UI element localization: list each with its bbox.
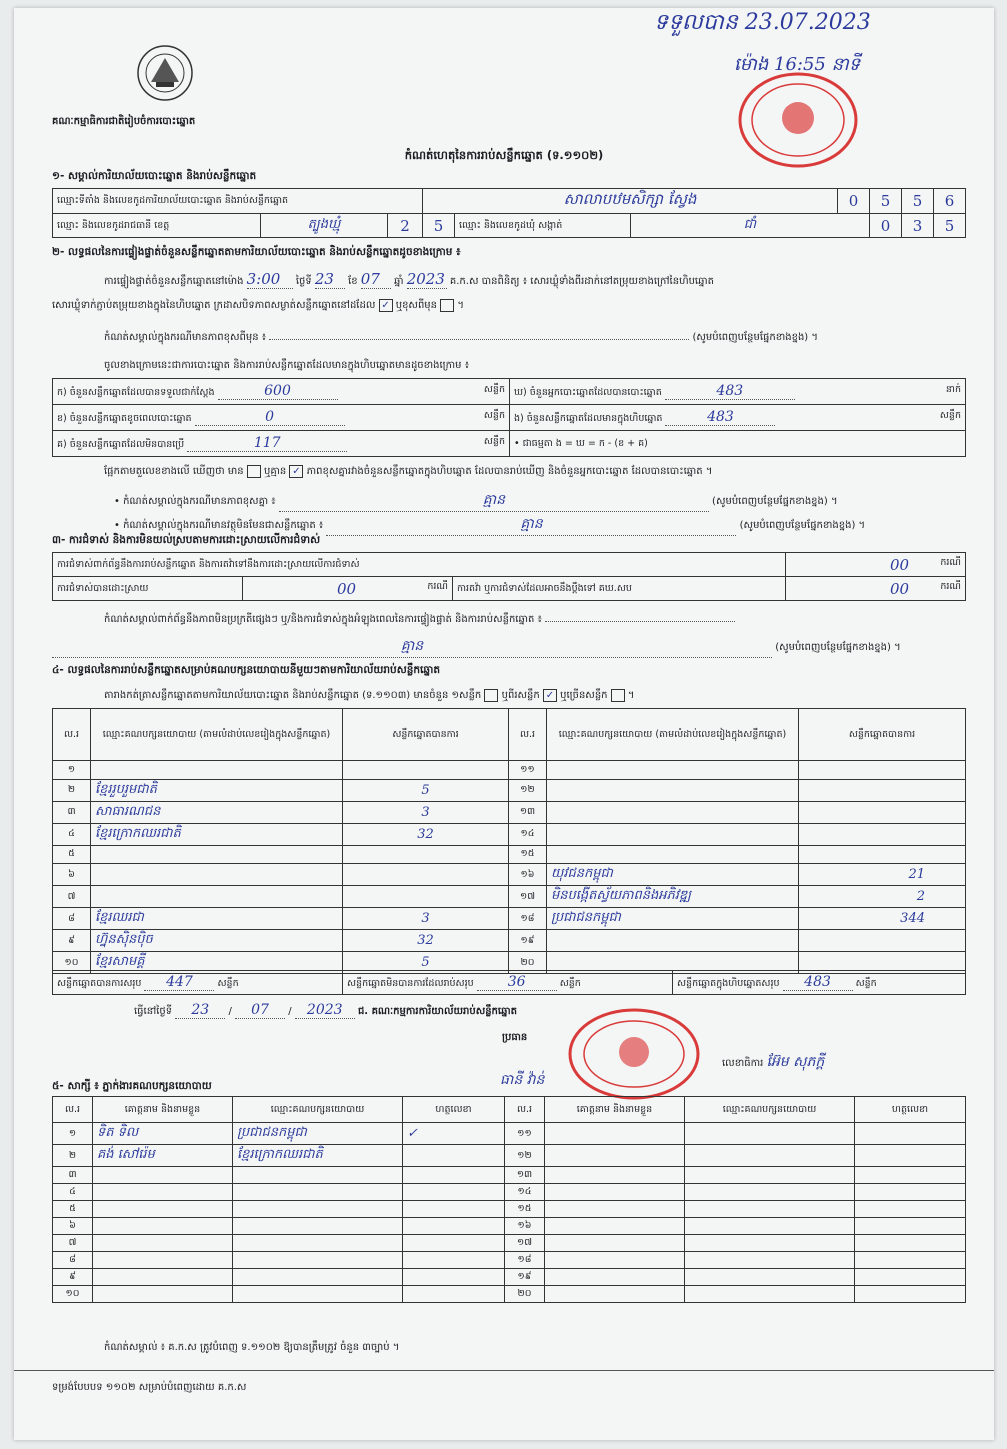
witness-name: [93, 1286, 233, 1303]
col-no: ល.រ: [53, 1097, 93, 1123]
verification-time: 3:00: [247, 270, 293, 289]
witness-name: [545, 1235, 685, 1252]
row-no: ១៧: [505, 1235, 545, 1252]
s4-intro: តារាងកត់ត្រាសន្លឹកឆ្នោតតាមការិយាល័យបោះឆ្នោត និងរាប់សន្លឹកឆ្នោត (ទ.១១០៣) មានចំនួន ១សន្លឹក: [104, 690, 482, 701]
row-no: ១: [53, 1123, 93, 1145]
witness-party: [233, 1286, 403, 1303]
row-no: ១០: [53, 1286, 93, 1303]
more-sheet-checkbox[interactable]: [611, 689, 625, 702]
witness-name: [93, 1218, 233, 1235]
two-sheet-label: ឬពីរសន្លឹក: [501, 690, 540, 701]
station-name: សាលាបឋមសិក្សា ស្វែង: [423, 189, 838, 214]
station-code-digit: 5: [902, 189, 934, 214]
witness-row: [53, 1184, 966, 1201]
station-code-digit: 0: [838, 189, 870, 214]
witness-party: [233, 1201, 403, 1218]
row-label: ឃ) ចំនួនអ្នកបោះឆ្នោតដែលបានបោះឆ្នោត: [514, 387, 662, 398]
note-prev-label: កំណត់សម្គាល់ក្នុងករណីមានភាពខុសពីមុន ៖: [104, 332, 267, 343]
verification-text-3: សោរឃ្លុំទាក់ភ្ជាប់តម្រុយខាងក្នុងនៃហិបឆ្នោត ក្រដាសបិទភាពសម្ងាត់សន្លឹកឆ្នោតនៅដដែល: [52, 300, 376, 311]
unit: នាក់: [945, 384, 961, 395]
row-no: ១៦: [505, 1218, 545, 1235]
total-valid-label: សន្លឹកឆ្នោតបានការសរុប: [57, 978, 142, 989]
witness-signature: [855, 1269, 966, 1286]
secretary-label: លេខាធិការ: [722, 1058, 764, 1069]
witness-row: [53, 1145, 966, 1167]
commune-code-digit: 0: [870, 214, 902, 238]
date-month: 07: [235, 1002, 285, 1019]
row-no: ១៥: [505, 1201, 545, 1218]
total-box: 483: [783, 974, 853, 991]
note-notballot-label: • កំណត់សម្គាល់ក្នុងករណីមានវត្ថុមិនមែនជាសន្លឹកឆ្នោត ៖: [114, 520, 324, 531]
party-name: [547, 823, 799, 845]
verification-text-2: គ.ក.ស បានពិនិត្យ ៖ សោរឃ្លុំទាំងពីរដាក់នៅតម្រុយខាងក្រៅនៃហិបឆ្នោត: [449, 276, 714, 287]
witness-name: [545, 1201, 685, 1218]
witness-name: គង់ សៅរ៉េម: [93, 1145, 233, 1167]
unit: សន្លឹក: [855, 978, 877, 989]
fill-back-note: (សូមបំពេញបន្ថែមផ្នែកខាងខ្នង) ។: [692, 332, 818, 343]
party-row: [53, 886, 966, 908]
row-no: ១៧: [509, 886, 547, 908]
row-no: ៣: [53, 1167, 93, 1184]
objection-row-label: ការជំទាស់ពាក់ព័ន្ធនឹងការរាប់សន្លឹកឆ្នោត និងការតវ៉ាទៅនឹងការដោះស្រាយលើការជំទាស់: [53, 553, 786, 577]
witness-signature: [403, 1167, 505, 1184]
witness-party: [685, 1269, 855, 1286]
verification-line-2: សោរឃ្លុំទាក់ភ្ជាប់តម្រុយខាងក្នុងនៃហិបឆ្នោត ក្រដាសបិទភាពសម្ងាត់សន្លឹកឆ្នោតនៅដដែល ✓ ឬខុសពីមុន ។: [52, 299, 464, 311]
station-info-table: [52, 188, 966, 238]
party-name: ខ្មែរសាមគ្គី: [91, 952, 343, 974]
section-2-title: ២- លទ្ធផលនៃការផ្ទៀងផ្ទាត់ចំនួនសន្លឹកឆ្នោតតាមការិយាល័យបោះឆ្នោត និងរាប់សន្លឹកឆ្នោតដូចខាងក្រោម ៖: [52, 246, 461, 258]
fill-back-note: (សូមបំពេញបន្ថែមផ្នែកខាងខ្នង) ។: [712, 496, 838, 507]
party-name: ប្រជាជនកម្ពុជា: [547, 908, 799, 930]
difference-text: ផ្អែកតាមតួលេខខាងលើ ឃើញថា មាន: [104, 466, 244, 477]
witness-signature: [403, 1252, 505, 1269]
s3-note-value: គ្មាន: [52, 636, 772, 658]
section-3-title: ៣- ការជំទាស់ និងការមិនយល់ស្របតាមការដោះស្រាយលើការជំទាស់: [52, 534, 321, 546]
witness-party: [233, 1252, 403, 1269]
witness-row: [53, 1286, 966, 1303]
row-no: ៩: [53, 1269, 93, 1286]
ballots-in-box: 483: [665, 409, 775, 426]
witness-party: [685, 1123, 855, 1145]
verification-line: [104, 270, 714, 289]
witness-signature: [855, 1252, 966, 1269]
district-code-digit: 5: [423, 214, 455, 238]
totals-table: [52, 970, 966, 995]
party-votes: 5: [343, 779, 509, 801]
s5-note: កំណត់សម្គាល់ ៖ គ.ក.ស ត្រូវបំពេញ ទ.១១០២ ឱ្យបានត្រឹមត្រូវ ចំនួន ៣ច្បាប់ ។: [104, 1342, 400, 1353]
note-diff-value: គ្មាន: [279, 490, 709, 512]
row-no: ៥: [53, 1201, 93, 1218]
fill-back-note: (សូមបំពេញបន្ថែមផ្នែកខាងខ្នង) ។: [775, 642, 901, 653]
commune-label: ឈ្មោះ និងលេខកូដឃុំ សង្កាត់: [455, 214, 631, 238]
col-party: ឈ្មោះគណបក្សនយោបាយ (តាមលំដាប់លេខរៀងក្នុងសន្លឹកឆ្នោត): [91, 709, 343, 761]
party-name: ខ្មែររួបរួមជាតិ: [91, 779, 343, 801]
party-name: [91, 886, 343, 908]
party-votes: 344: [799, 908, 966, 930]
appeal-label: ការតវ៉ា ឬការជំទាស់ដែលអាចនឹងប្តឹងទៅ គឃ.សប: [453, 577, 786, 601]
total-invalid-label: សន្លឹកឆ្នោតមិនបានការដែលរាប់សរុប: [347, 978, 474, 989]
party-name: [547, 761, 799, 780]
witness-name: [545, 1269, 685, 1286]
party-votes: [799, 845, 966, 864]
party-votes: [343, 845, 509, 864]
witness-signature: [403, 1184, 505, 1201]
month-label: ខែ: [348, 276, 358, 287]
witness-name: [545, 1145, 685, 1167]
witness-name: [545, 1167, 685, 1184]
witness-signature: [403, 1145, 505, 1167]
row-no: ១៣: [505, 1167, 545, 1184]
spoiled-ballots: 0: [195, 409, 345, 426]
row-no: ១៨: [509, 908, 547, 930]
official-stamp-top-icon: [736, 70, 860, 170]
unchanged-checkbox[interactable]: ✓: [379, 299, 393, 312]
no-difference-checkbox[interactable]: ✓: [289, 465, 303, 478]
witness-signature: [855, 1286, 966, 1303]
row-no: ១៩: [509, 930, 547, 952]
witness-party: [233, 1167, 403, 1184]
party-votes: [799, 823, 966, 845]
changed-label: ឬខុសពីមុន: [395, 300, 437, 311]
row-no: ១៤: [509, 823, 547, 845]
party-row: [53, 864, 966, 886]
witness-name: [93, 1201, 233, 1218]
committee-label: ជ. គណៈកម្មការការិយាល័យរាប់សន្លឹកឆ្នោត: [357, 1006, 517, 1017]
row-label: គ) ចំនួនសន្លឹកឆ្នោតដែលមិនបានប្រើ: [57, 439, 185, 450]
day-label: ថ្ងៃទី: [295, 276, 312, 287]
party-votes: [799, 761, 966, 780]
s3-note-line-2: [52, 636, 966, 658]
witness-signature: [403, 1269, 505, 1286]
unit: សន្លឹក: [483, 436, 505, 447]
no-difference-label: ឬគ្មាន: [264, 466, 287, 477]
witness-name: [93, 1184, 233, 1201]
fill-back-note: (សូមបំពេញបន្ថែមផ្នែកខាងខ្នង) ។: [739, 520, 866, 531]
party-votes: [343, 886, 509, 908]
section-5-title: ៥- សាក្សី ៖ ភ្នាក់ងារគណបក្សនយោបាយ: [52, 1080, 212, 1092]
two-sheet-checkbox[interactable]: ✓: [543, 689, 557, 702]
unit: ករណី: [427, 580, 448, 592]
witness-party: [233, 1235, 403, 1252]
col-votes: សន្លឹកឆ្នោតបានការ: [343, 709, 509, 761]
s3-note: [104, 612, 735, 627]
col-no: ល.រ: [509, 709, 547, 761]
date-year: 2023: [295, 1002, 355, 1019]
party-row: [53, 930, 966, 952]
note-notballot-value: គ្មាន: [326, 514, 736, 536]
party-name: ខ្មែរក្រោកឈរជាតិ: [91, 823, 343, 845]
objection-count: 00: [890, 555, 910, 574]
row-no: ៧: [53, 1235, 93, 1252]
witness-party: [685, 1252, 855, 1269]
voters-count: 483: [665, 383, 795, 400]
date-day: 23: [175, 1002, 225, 1019]
unit: សន្លឹក: [217, 978, 239, 989]
date-label: ធ្វើនៅថ្ងៃទី: [134, 1006, 173, 1017]
col-name: គោត្តនាម និងនាមខ្លួន: [545, 1097, 685, 1123]
witness-party: [233, 1184, 403, 1201]
witness-table: [52, 1096, 966, 1303]
commune-name: ជាំ: [631, 214, 870, 238]
col-party: ឈ្មោះគណបក្សនយោបាយ: [685, 1097, 855, 1123]
witness-signature: [403, 1218, 505, 1235]
col-no: ល.រ: [505, 1097, 545, 1123]
section-4-title: ៤- លទ្ធផលនៃការរាប់សន្លឹកឆ្នោតសម្រាប់គណបក្សនយោបាយនីមួយៗតាមការិយាល័យរាប់សន្លឹកឆ្នោត: [52, 664, 441, 676]
footer-divider: [14, 1370, 994, 1371]
note-notballot-line: [114, 514, 966, 536]
witness-signature: [855, 1167, 966, 1184]
witness-name: [545, 1252, 685, 1269]
difference-text-2: ភាពខុសគ្នារវាងចំនួនសន្លឹកឆ្នោតក្នុងហិបឆ្នោត ដែលបានរាប់ឃើញ និងចំនួនអ្នកបោះឆ្នោត ដែលបានបោះឆ្នោត ។: [306, 466, 713, 477]
col-party: ឈ្មោះគណបក្សនយោបាយ (តាមលំដាប់លេខរៀងក្នុងសន្លឹកឆ្នោត): [547, 709, 799, 761]
ballot-count-report: [14, 8, 994, 1440]
secretary-line: [722, 1052, 824, 1073]
row-no: ៧: [53, 886, 91, 908]
row-no: ១៤: [505, 1184, 545, 1201]
col-sign: ហត្ថលេខា: [855, 1097, 966, 1123]
district-code-digit: 2: [387, 214, 422, 238]
total-valid: 447: [144, 974, 214, 991]
party-name: [547, 779, 799, 801]
party-name: ហ្វ៊ុនស៊ិនប៉ិច: [91, 930, 343, 952]
total-box-label: សន្លឹកឆ្នោតក្នុងហិបឆ្នោតសរុប: [677, 978, 780, 989]
row-no: ២: [53, 779, 91, 801]
row-no: ២: [53, 1145, 93, 1167]
row-no: ២០: [505, 1286, 545, 1303]
witness-party: [685, 1167, 855, 1184]
party-votes: [799, 779, 966, 801]
row-no: ៨: [53, 1252, 93, 1269]
witness-name: ទិត ទិល: [93, 1123, 233, 1145]
unit: សន្លឹក: [939, 410, 961, 421]
row-no: ៩: [53, 930, 91, 952]
row-no: ៣: [53, 801, 91, 823]
more-sheet-label: ឬច្រើនសន្លឹក: [560, 690, 608, 701]
party-name: ខ្មែរឈរជា: [91, 908, 343, 930]
witness-party: [685, 1184, 855, 1201]
witness-party: [685, 1145, 855, 1167]
party-votes: [343, 761, 509, 780]
verification-year: 2023: [406, 270, 445, 288]
party-votes: 5: [343, 952, 509, 974]
objections-table: [52, 552, 966, 601]
witness-name: [545, 1286, 685, 1303]
row-no: ១១: [509, 761, 547, 780]
witness-row: [53, 1269, 966, 1286]
row-label: ក) ចំនួនសន្លឹកឆ្នោតដែលបានទទួលជាក់ស្តែង: [57, 387, 215, 398]
station-code-digit: 6: [934, 189, 966, 214]
witness-name: [545, 1218, 685, 1235]
row-no: ១២: [505, 1145, 545, 1167]
party-name: [91, 761, 343, 780]
row-no: ៨: [53, 908, 91, 930]
witness-signature: [855, 1123, 966, 1145]
col-party: ឈ្មោះគណបក្សនយោបាយ: [233, 1097, 403, 1123]
witness-signature: [403, 1201, 505, 1218]
changed-checkbox[interactable]: [440, 299, 454, 312]
party-name: សាធារណជន: [91, 801, 343, 823]
party-name: [547, 845, 799, 864]
party-votes: [343, 864, 509, 886]
row-no: ៦: [53, 864, 91, 886]
party-row: [53, 823, 966, 845]
date-line: ធ្វើនៅថ្ងៃទី 23 / 07 / 2023 ជ. គណៈកម្មការការិយាល័យរាប់សន្លឹកឆ្នោត: [134, 1002, 517, 1018]
station-code-digit: 5: [870, 189, 902, 214]
station-label: ឈ្មោះទីតាំង និងលេខកូដការិយាល័យបោះឆ្នោត និងរាប់សន្លឹកឆ្នោត: [53, 189, 423, 214]
witness-row: [53, 1123, 966, 1145]
unit: សន្លឹក: [483, 384, 505, 395]
row-no: ៥: [53, 845, 91, 864]
note-prev-line: [104, 330, 964, 345]
received-time: ម៉ោង 16:55 នាទី: [734, 54, 861, 75]
row-no: ១៩: [505, 1269, 545, 1286]
witness-signature: [855, 1218, 966, 1235]
row-label: ង) ចំនួនសន្លឹកឆ្នោតដែលមានក្នុងហិបឆ្នោត: [514, 413, 663, 424]
party-votes: 21: [799, 864, 966, 886]
witness-name: [545, 1123, 685, 1145]
row-no: ១៥: [509, 845, 547, 864]
commune-code-digit: 3: [902, 214, 934, 238]
witness-row: [53, 1201, 966, 1218]
witness-party: [685, 1286, 855, 1303]
witness-signature: [855, 1184, 966, 1201]
verification-text: ការផ្ទៀងផ្ទាត់ចំនួនសន្លឹកឆ្នោតនៅម៉ោង: [104, 276, 244, 287]
doc-title: កំណត់ហេតុនៃការរាប់សន្លឹកឆ្នោត (ទ.១១០២): [404, 148, 604, 162]
witness-signature: [855, 1235, 966, 1252]
party-votes: 32: [343, 823, 509, 845]
party-name: [91, 864, 343, 886]
party-name: យុវជនកម្ពុជា: [547, 864, 799, 886]
row-no: ១០: [53, 952, 91, 974]
row-no: ៦: [53, 1218, 93, 1235]
party-votes: 3: [343, 801, 509, 823]
unit: ករណី: [940, 556, 961, 568]
row-no: ២០: [509, 952, 547, 974]
party-row: [53, 908, 966, 930]
row-no: ១៨: [505, 1252, 545, 1269]
party-row: [53, 801, 966, 823]
difference-line: [104, 464, 712, 479]
appeal-count: 00: [890, 579, 910, 598]
note-diff-label: • កំណត់សម្គាល់ក្នុងករណីមានភាពខុសគ្នា ៖: [114, 496, 276, 507]
section-1-title: ១- សម្គាល់ការិយាល័យបោះឆ្នោត និងរាប់សន្លឹកឆ្នោត: [52, 170, 257, 182]
official-stamp-bottom-icon: [564, 1006, 704, 1102]
witness-signature: [403, 1286, 505, 1303]
party-votes: [799, 801, 966, 823]
party-votes: [799, 930, 966, 952]
witness-row: [53, 1167, 966, 1184]
s4-intro-line: តារាងកត់ត្រាសន្លឹកឆ្នោតតាមការិយាល័យបោះឆ្នោត និងរាប់សន្លឹកឆ្នោត (ទ.១១០៣) មានចំនួន ១សន្លឹក ឬពីរសន្លឹក ✓ ឬច្រើនសន្លឹក ។: [104, 689, 635, 701]
row-no: ១១: [505, 1123, 545, 1145]
received-note: ទទួលបាន 23.07.2023: [654, 10, 871, 35]
party-name: [547, 930, 799, 952]
col-votes: សន្លឹកឆ្នោតបានការ: [799, 709, 966, 761]
witness-signature: [855, 1201, 966, 1218]
party-name: [547, 801, 799, 823]
party-votes: 3: [343, 908, 509, 930]
party-results-table: [52, 708, 966, 974]
total-invalid: 36: [477, 974, 557, 991]
party-votes: 32: [343, 930, 509, 952]
row-no: ១: [53, 761, 91, 780]
chair-signature: ធានី វ៉ាន់: [500, 1072, 545, 1088]
col-name: គោត្តនាម និងនាមខ្លួន: [93, 1097, 233, 1123]
col-no: ល.រ: [53, 709, 91, 761]
table-intro: ចូលខាងក្រោមនេះជាការបោះឆ្នោត និងការរាប់សន្លឹកឆ្នោតដែលមានក្នុងហិបឆ្នោតមានដូចខាងក្រោម ៖: [104, 360, 470, 371]
party-row: [53, 761, 966, 780]
witness-name: [93, 1167, 233, 1184]
district-name: ត្បូងឃ្មុំ: [260, 214, 387, 238]
chair-label: ប្រធាន: [502, 1032, 528, 1043]
witness-party: [685, 1235, 855, 1252]
one-sheet-checkbox[interactable]: [484, 689, 498, 702]
row-no: ៤: [53, 823, 91, 845]
unused-ballots: 117: [187, 435, 347, 452]
s3-note-label: កំណត់សម្គាល់ពាក់ព័ន្ធនឹងភាពមិនប្រក្រតីផ្សេងៗ ឬ/និងការជំទាស់ក្នុងអំឡុងពេលនៃការផ្ទៀងផ្ទាត់ និងការរាប់សន្លឹកឆ្នោត ៖: [104, 614, 542, 625]
secretary-signature: អ៊ែម សុភក្តី: [766, 1054, 825, 1070]
unit: សន្លឹក: [483, 410, 505, 421]
party-row: [53, 845, 966, 864]
ballot-verification-table: [52, 378, 966, 457]
witness-party: [233, 1218, 403, 1235]
witness-signature: [403, 1235, 505, 1252]
resolved-label: ការជំទាស់បានដោះស្រាយ: [53, 577, 243, 601]
org-title: គណៈកម្មាធិការជាតិរៀបចំការបោះឆ្នោត: [52, 116, 196, 127]
witness-row: [53, 1218, 966, 1235]
unit: សន្លឹក: [559, 978, 581, 989]
row-no: ១២: [509, 779, 547, 801]
unit: ករណី: [940, 580, 961, 592]
witness-party: ប្រជាជនកម្ពុជា: [233, 1123, 403, 1145]
witness-name: [93, 1235, 233, 1252]
party-name: មិនបង្កើតស្វ័យភាពនិងអភិវឌ្ឍ: [547, 886, 799, 908]
row-label: ខ) ចំនួនសន្លឹកឆ្នោតខូចពេលបោះឆ្នោត: [57, 413, 192, 424]
nec-emblem-icon: [136, 44, 194, 102]
form-footer: ទម្រង់បែបបទ ១១០២ សម្រាប់បំពេញដោយ គ.ក.ស: [52, 1382, 247, 1393]
party-row: [53, 779, 966, 801]
witness-row: [53, 1252, 966, 1269]
verification-month: 07: [361, 270, 391, 289]
witness-party: [685, 1201, 855, 1218]
witness-signature: ✓: [403, 1123, 505, 1145]
row-no: ៤: [53, 1184, 93, 1201]
witness-name: [545, 1184, 685, 1201]
year-label: ឆ្នាំ: [393, 276, 404, 287]
party-votes: 2: [799, 886, 966, 908]
verification-day: 23: [315, 270, 345, 289]
received-ballots: 600: [218, 383, 338, 400]
witness-signature: [855, 1145, 966, 1167]
resolved-count: 00: [337, 579, 357, 598]
witness-party: ខ្មែរក្រោកឈរជាតិ: [233, 1145, 403, 1167]
row-no: ១៦: [509, 864, 547, 886]
row-no: ១៣: [509, 801, 547, 823]
formula: • ជាធម្មតា ង = ឃ = ក - (ខ + គ): [514, 437, 648, 449]
party-name: [91, 845, 343, 864]
note-diff-line: [114, 490, 966, 512]
commune-code-digit: 5: [934, 214, 966, 238]
col-sign: ហត្ថលេខា: [403, 1097, 505, 1123]
witness-name: [93, 1252, 233, 1269]
witness-row: [53, 1235, 966, 1252]
witness-party: [685, 1218, 855, 1235]
district-label: ឈ្មោះ និងលេខកូដរាជធានី ខេត្ត: [53, 214, 261, 238]
witness-party: [233, 1269, 403, 1286]
witness-name: [93, 1269, 233, 1286]
has-difference-checkbox[interactable]: [247, 465, 261, 478]
